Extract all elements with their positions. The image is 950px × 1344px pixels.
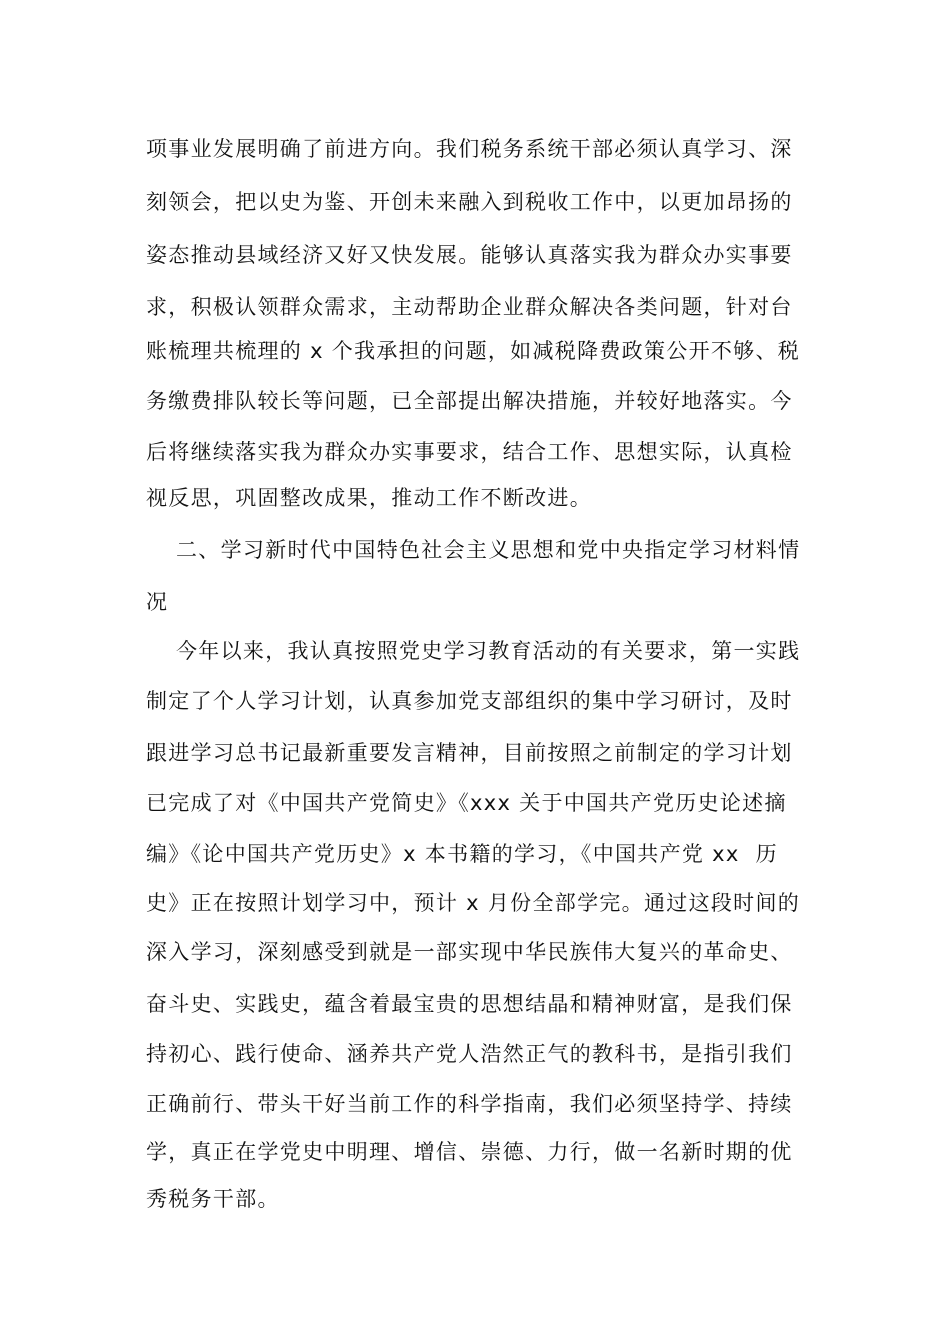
paragraph-2-line-11: 学，真正在学党史中明理、增信、崇德、力行，做一名新时期的优 xyxy=(146,1140,793,1164)
paragraph-1-line-4: 求，积极认领群众需求，主动帮助企业群众解决各类问题，针对台 xyxy=(146,295,793,319)
paragraph-2-line-2: 制定了个人学习计划，认真参加党支部组织的集中学习研讨，及时 xyxy=(146,689,793,713)
paragraph-2-line-4: 已完成了对《中国共产党简史》《xxx 关于中国共产党历史论述摘 xyxy=(146,791,787,815)
section-heading-2-line-1: 二、学习新时代中国特色社会主义思想和党中央指定学习材料情 xyxy=(176,538,801,562)
paragraph-2-line-12: 秀税务干部。 xyxy=(146,1187,280,1211)
paragraph-1-line-1: 项事业发展明确了前进方向。我们税务系统干部必须认真学习、深 xyxy=(146,137,793,161)
paragraph-2-line-6: 史》正在按照计划学习中，预计 x 月份全部学完。通过这段时间的 xyxy=(146,891,801,915)
paragraph-1-line-2: 刻领会，把以史为鉴、开创未来融入到税收工作中，以更加昂扬的 xyxy=(146,190,793,214)
paragraph-1-line-6: 务缴费排队较长等问题，已全部提出解决措施，并较好地落实。今 xyxy=(146,389,793,413)
paragraph-2-line-3: 跟进学习总书记最新重要发言精神，目前按照之前制定的学习计划 xyxy=(146,741,793,765)
paragraph-2-line-10: 正确前行、带头干好当前工作的科学指南，我们必须坚持学、持续 xyxy=(146,1092,793,1116)
paragraph-2-line-9: 持初心、践行使命、涵养共产党人浩然正气的教科书，是指引我们 xyxy=(146,1042,793,1066)
paragraph-1-line-8: 视反思，巩固整改成果，推动工作不断改进。 xyxy=(146,486,592,510)
paragraph-1-line-7: 后将继续落实我为群众办实事要求，结合工作、思想实际，认真检 xyxy=(146,440,793,464)
paragraph-2-line-1: 今年以来，我认真按照党史学习教育活动的有关要求，第一实践 xyxy=(176,639,801,663)
section-heading-2-line-2: 况 xyxy=(146,590,169,614)
paragraph-1-line-3: 姿态推动县域经济又好又快发展。能够认真落实我为群众办实事要 xyxy=(146,243,793,267)
paragraph-2-line-7: 深入学习，深刻感受到就是一部实现中华民族伟大复兴的革命史、 xyxy=(146,940,793,964)
paragraph-2-line-8: 奋斗史、实践史，蕴含着最宝贵的思想结晶和精神财富，是我们保 xyxy=(146,992,793,1016)
paragraph-1-line-5: 账梳理共梳理的 x 个我承担的问题，如减税降费政策公开不够、税 xyxy=(146,339,801,363)
paragraph-2-line-5: 编》《论中国共产党历史》x 本书籍的学习，《中国共产党 xx 历 xyxy=(146,842,778,866)
